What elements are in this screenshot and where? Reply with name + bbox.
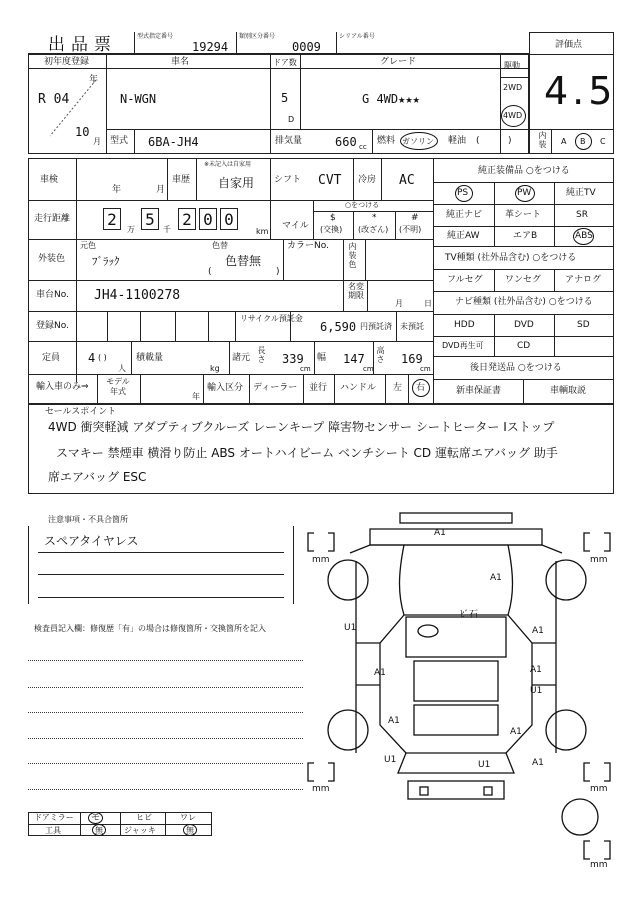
mark-rear-left: U1	[384, 755, 397, 765]
width-cm: cm	[363, 365, 374, 373]
original-color-label: 元色	[80, 241, 96, 250]
interior-b[interactable]: B	[580, 137, 586, 146]
fuel-paren-close: )	[508, 136, 512, 146]
cc-unit: cc	[359, 143, 367, 151]
mark-left-quarter: A1	[388, 716, 400, 726]
inspector-label: 検査員記入欄：修復歴「有」の場合は修復箇所・交換箇所を記入	[34, 624, 266, 633]
mileage-digit-5: 0	[220, 208, 238, 230]
model-label: 型式	[110, 136, 129, 146]
altered-sym: *	[372, 213, 377, 223]
tools-circle	[92, 824, 106, 836]
length-cm: cm	[300, 365, 311, 373]
recycle-value: 6,590	[320, 320, 357, 334]
tv-type-header: TV種類 (社外品含む) ○をつける	[445, 253, 577, 263]
tire-front-left	[328, 560, 368, 600]
odo-exchange[interactable]: (交換)	[320, 225, 343, 234]
fuel-gasoline-circle	[400, 132, 438, 150]
equip-leather[interactable]: 革シート	[505, 210, 542, 220]
paren-close: )	[276, 267, 280, 277]
ac-value: AC	[399, 173, 415, 188]
notes-label: 注意事項・不具合箇所	[48, 515, 128, 524]
mark-left-door: A1	[374, 668, 386, 678]
left-pillar	[380, 615, 406, 753]
drive-label: 駆動	[504, 61, 520, 70]
front-fenders	[350, 545, 562, 553]
grade-value: G 4WD★★★	[362, 92, 420, 106]
score-label: 評価点	[555, 40, 583, 50]
capacity-unit: 人	[118, 364, 126, 373]
color-no-label: カラーNo.	[287, 241, 329, 251]
equip-pw-circle	[515, 185, 535, 202]
rear-bumper	[408, 781, 504, 799]
color-label: 外装色	[38, 254, 66, 264]
mark-windshield: ﾋﾞ石	[460, 610, 479, 620]
tools-label: 工具	[45, 826, 61, 835]
inspection-label: 車検	[40, 175, 59, 185]
mm-fl: mm	[312, 555, 330, 565]
model-designation-label: 型式指定番号	[137, 33, 174, 40]
sales-line-1: 4WD 衝突軽減 アダプティブクルーズ レーンキープ 障害物センサー シートヒーター Iストップ	[48, 420, 555, 434]
header-row	[28, 32, 529, 54]
sales-line-3: 席エアバッグ ESC	[48, 470, 147, 484]
navi-sd[interactable]: SD	[577, 320, 590, 330]
rear-gate	[398, 753, 514, 773]
mirror-left	[418, 625, 438, 637]
unknown-sym: #	[411, 213, 419, 223]
displacement-value: 660	[335, 135, 357, 149]
notes-line-1: スペアタイヤレス	[44, 534, 139, 548]
category-value: 0009	[292, 40, 321, 54]
roof	[414, 661, 498, 701]
hood-front	[370, 529, 542, 545]
doors-label: ドア数	[273, 58, 297, 67]
man-unit: 万	[127, 225, 135, 234]
mm-rl: mm	[312, 784, 330, 794]
load-label: 積載量	[136, 353, 164, 363]
score-value: 4.5	[544, 69, 617, 113]
shift-value: CVT	[318, 173, 342, 188]
displacement-label: 排気量	[275, 136, 303, 146]
equip-ps[interactable]: PS	[457, 188, 469, 198]
import-parallel[interactable]: 並行	[309, 383, 328, 393]
import-dealer[interactable]: ディーラー	[253, 383, 298, 393]
import-only-label: 輸入車のみ⇒	[36, 382, 89, 392]
height-cm: cm	[420, 365, 431, 373]
mark-front-bumper: A1	[434, 528, 446, 538]
km-unit: km	[256, 227, 269, 236]
mileage-digit-2: 5	[141, 208, 159, 230]
doors-suffix: D	[288, 115, 295, 124]
history-note: ※未記入は自家用	[204, 161, 252, 168]
width-value: 147	[343, 352, 365, 366]
history-value: 自家用	[218, 176, 255, 190]
bracket-spare	[584, 841, 590, 859]
equip-ps-circle	[455, 185, 473, 202]
tire-front-right	[546, 560, 586, 600]
first-reg-label: 初年度登録	[44, 57, 90, 67]
mark-right-quarter: U1	[530, 686, 543, 696]
interior-label: 内装	[538, 131, 547, 149]
navi-cd[interactable]: CD	[517, 341, 531, 351]
navi-hdd[interactable]: HDD	[454, 320, 475, 330]
equipment-header: 純正装備品 ○をつける	[478, 166, 570, 176]
first-reg-era: R 04	[38, 92, 70, 107]
jack-label: ジャッキ	[124, 826, 156, 835]
year-unit: 年	[89, 75, 99, 85]
fuel-diesel[interactable]: 軽油	[448, 136, 467, 146]
interior-a[interactable]: A	[561, 137, 567, 146]
jack-circle	[183, 824, 197, 836]
mm-rr: mm	[590, 784, 608, 794]
serial-label: シリアル番号	[339, 33, 375, 40]
ac-label: 冷房	[358, 175, 377, 185]
interior-c[interactable]: C	[600, 137, 606, 146]
category-label: 類別区分番号	[239, 33, 276, 40]
mile-label[interactable]: マイル	[282, 221, 309, 231]
drive-4wd-circle	[501, 105, 526, 127]
tire-rear-right	[546, 710, 586, 750]
navi-dvd[interactable]: DVD	[514, 320, 534, 330]
interior-color-label: 内装色	[348, 242, 357, 269]
sales-points-label: セールスポイント	[45, 407, 117, 417]
capacity-label: 定員	[42, 353, 61, 363]
navi-type-header: ナビ種類 (社外品含む) ○をつける	[455, 297, 593, 307]
chassis-value: JH4-1100278	[94, 288, 181, 303]
doc-manual[interactable]: 車輌取説	[550, 386, 587, 396]
door-mirror-value[interactable]: モ	[91, 813, 101, 823]
handle-right-circle	[412, 379, 430, 397]
mm-spare: mm	[590, 860, 608, 870]
date-slash	[48, 75, 99, 138]
dims-label: 諸元	[232, 353, 251, 363]
width-label: 幅	[317, 353, 327, 363]
drive-4wd[interactable]: 4WD	[503, 111, 523, 120]
bracket-rr	[584, 763, 590, 781]
equip-navi[interactable]: 純正ナビ	[446, 210, 483, 220]
equip-tv[interactable]: 純正TV	[566, 188, 596, 198]
shift-label: シフト	[274, 175, 302, 185]
inspection-month-unit: 月	[156, 185, 166, 195]
model-value: 6BA-JH4	[148, 135, 199, 149]
handle-right[interactable]: 右	[416, 383, 426, 393]
tools-value[interactable]: 無	[95, 826, 103, 835]
equip-abs[interactable]: ABS	[575, 231, 593, 241]
tire-rear-left	[328, 710, 368, 750]
odo-unknown[interactable]: (不明)	[399, 225, 422, 234]
equip-pw[interactable]: PW	[517, 188, 532, 198]
fuel-gasoline[interactable]: ガソリン	[402, 137, 434, 146]
sales-line-2: スマキー 禁煙車 横滑り防止 ABS オートハイビーム ベンチシート CD 運転席エアバッグ 助手	[56, 446, 558, 460]
exchange-sym: $	[330, 213, 336, 223]
doc-warranty[interactable]: 新車保証書	[456, 386, 502, 396]
bracket-fl	[308, 533, 314, 551]
docs-header: 後日発送品 ○をつける	[470, 363, 562, 373]
mark-rear-gate: U1	[478, 760, 491, 770]
car-damage-diagram	[300, 505, 620, 905]
bracket-spare-r	[604, 841, 610, 859]
fuel-label: 燃料	[377, 136, 396, 146]
paren-open: (	[208, 267, 212, 277]
name-change-month: 月	[395, 299, 403, 308]
crack-label[interactable]: ヒビ	[136, 813, 152, 822]
tire-spare	[562, 799, 598, 835]
doors-value: 5	[281, 91, 289, 105]
bracket-rr-r	[604, 763, 610, 781]
handle-left[interactable]: 左	[393, 383, 403, 393]
name-change-label: 名変期限	[348, 282, 364, 300]
history-label: 車歴	[172, 175, 191, 185]
chassis-label: 車台No.	[36, 290, 69, 300]
month-unit: 月	[93, 137, 101, 146]
odo-note: ○をつける	[345, 201, 380, 209]
length-label: 長さ	[257, 346, 266, 364]
sen-unit: 千	[163, 225, 171, 234]
bracket-rl-r	[328, 763, 334, 781]
bracket-rl	[308, 763, 314, 781]
car-name-label: 車名	[171, 57, 190, 67]
equip-sr[interactable]: SR	[576, 210, 588, 220]
fuel-paren-open: (	[476, 136, 480, 146]
mileage-label: 走行距離	[34, 214, 71, 224]
odo-altered[interactable]: (改ざん)	[358, 225, 389, 234]
import-division-label: 輸入区分	[207, 383, 244, 393]
inspection-year-unit: 年	[112, 185, 122, 195]
length-value: 339	[282, 352, 304, 366]
jack-value[interactable]: 無	[186, 826, 194, 835]
mm-fr: mm	[590, 555, 608, 565]
mileage-digit-1: 2	[103, 208, 121, 230]
mark-hood-right: A1	[490, 573, 502, 583]
capacity-value: 4	[88, 351, 96, 365]
original-color-value: ﾌﾞﾗｯｸ	[92, 255, 120, 268]
not-deposited[interactable]: 未預託	[400, 322, 424, 331]
tv-fullseg[interactable]: フルセグ	[447, 275, 483, 285]
mark-left-front-door: U1	[344, 623, 357, 633]
recycle-label: リサイクル預託金	[240, 314, 303, 323]
rear-window	[414, 705, 498, 735]
name-change-day: 日	[424, 299, 432, 308]
load-unit: kg	[210, 364, 220, 373]
height-label: 高さ	[376, 346, 385, 364]
tv-analog[interactable]: アナログ	[565, 275, 602, 285]
bracket-fr	[584, 533, 590, 551]
repaint-label: 色替	[212, 241, 228, 250]
mark-right-front-door: A1	[532, 626, 544, 636]
model-year-label: モデル年式	[106, 377, 130, 396]
mark-right-rear: A1	[510, 727, 522, 737]
handle-label: ハンドル	[340, 383, 377, 393]
front-bumper	[400, 513, 512, 523]
registration-label: 登録No.	[36, 321, 69, 331]
height-value: 169	[401, 352, 423, 366]
capacity-paren: ( )	[98, 353, 107, 362]
mileage-digit-4: 0	[199, 208, 217, 230]
drive-2wd[interactable]: 2WD	[503, 83, 523, 92]
door-mirror-label: ドアミラー	[34, 813, 74, 822]
mark-rear-right: A1	[532, 758, 544, 768]
equip-aw[interactable]: 純正AW	[447, 231, 480, 241]
mark-right-rear-door: A1	[530, 665, 542, 675]
ware-label[interactable]: ワレ	[180, 813, 196, 822]
windshield	[406, 617, 506, 657]
form-title: 出品票	[48, 35, 117, 55]
tv-oneseg[interactable]: ワンセグ	[505, 275, 542, 285]
navi-dvd-play[interactable]: DVD再生可	[442, 341, 484, 350]
bracket-fl-r	[328, 533, 334, 551]
recycle-unit[interactable]: 円預託済	[360, 322, 392, 331]
model-designation-value: 19294	[192, 40, 229, 54]
import-year-unit: 年	[192, 392, 200, 401]
interior-b-circle	[575, 133, 592, 150]
mileage-digit-3: 2	[178, 208, 196, 230]
repaint-value: 色替無	[225, 254, 262, 268]
first-reg-month: 10	[75, 125, 90, 139]
bracket-fr-r	[604, 533, 610, 551]
mirror-circle	[88, 812, 103, 824]
car-name-value: N-WGN	[120, 92, 157, 106]
equip-abs-circle	[573, 228, 594, 245]
equip-airbag[interactable]: エアB	[513, 231, 538, 241]
grade-label: グレード	[380, 57, 417, 67]
